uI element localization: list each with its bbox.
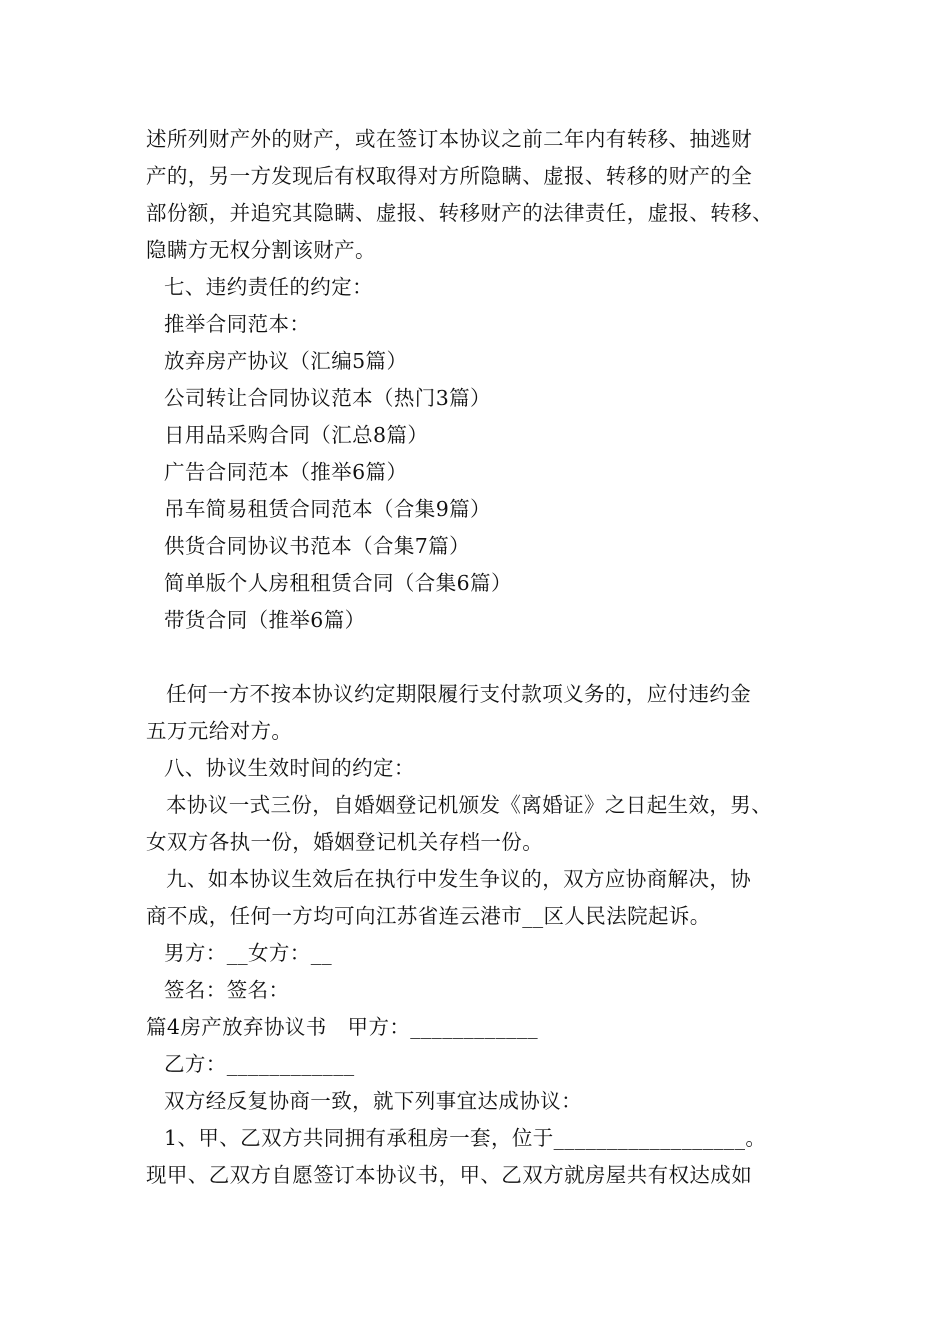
paragraph-line: 产的，另一方发现后有权取得对方所隐瞒、虚报、转移的财产的全	[146, 164, 753, 188]
signature-line: 签名：签名：	[164, 978, 290, 1002]
recommend-link[interactable]: 放弃房产协议（汇编5篇）	[164, 349, 408, 373]
paragraph-line: 商不成，任何一方均可向江苏省连云港市__区人民法院起诉。	[146, 904, 711, 928]
section-heading: 八、协议生效时间的约定：	[164, 756, 415, 780]
paragraph-line: 本协议一式三份，自婚姻登记机颁发《离婚证》之日起生效，男、	[166, 793, 773, 817]
clause-line: 1、甲、乙双方共同拥有承租房一套，位于__________________。	[164, 1126, 767, 1150]
recommend-link[interactable]: 广告合同范本（推举6篇）	[164, 460, 408, 484]
agreement-intro: 双方经反复协商一致，就下列事宜达成协议：	[164, 1089, 582, 1113]
recommend-link[interactable]: 简单版个人房租租赁合同（合集6篇）	[164, 571, 512, 595]
recommend-link[interactable]: 供货合同协议书范本（合集7篇）	[164, 534, 471, 558]
parties-line: 男方：__女方：__	[164, 941, 332, 965]
paragraph-line: 隐瞒方无权分割该财产。	[146, 238, 376, 262]
recommend-link[interactable]: 带货合同（推举6篇）	[164, 608, 366, 632]
paragraph-line: 女双方各执一份，婚姻登记机关存档一份。	[146, 830, 544, 854]
article-title: 篇4房产放弃协议书 甲方：____________	[146, 1015, 539, 1039]
paragraph-line: 九、如本协议生效后在执行中发生争议的，双方应协商解决，协	[166, 867, 752, 891]
recommend-heading: 推举合同范本：	[164, 312, 311, 336]
paragraph-line: 述所列财产外的财产，或在签订本协议之前二年内有转移、抽逃财	[146, 127, 753, 151]
paragraph-line: 五万元给对方。	[146, 719, 293, 743]
recommend-link[interactable]: 吊车简易租赁合同范本（合集9篇）	[164, 497, 491, 521]
clause-line: 现甲、乙双方自愿签订本协议书，甲、乙双方就房屋共有权达成如	[146, 1163, 753, 1187]
section-heading: 七、违约责任的约定：	[164, 275, 373, 299]
party-b-line: 乙方：____________	[164, 1052, 355, 1076]
paragraph-line: 部份额，并追究其隐瞒、虚报、转移财产的法律责任，虚报、转移、	[146, 201, 773, 225]
paragraph-line: 任何一方不按本协议约定期限履行支付款项义务的，应付违约金	[166, 682, 752, 706]
recommend-link[interactable]: 公司转让合同协议范本（热门3篇）	[164, 386, 491, 410]
recommend-link[interactable]: 日用品采购合同（汇总8篇）	[164, 423, 429, 447]
